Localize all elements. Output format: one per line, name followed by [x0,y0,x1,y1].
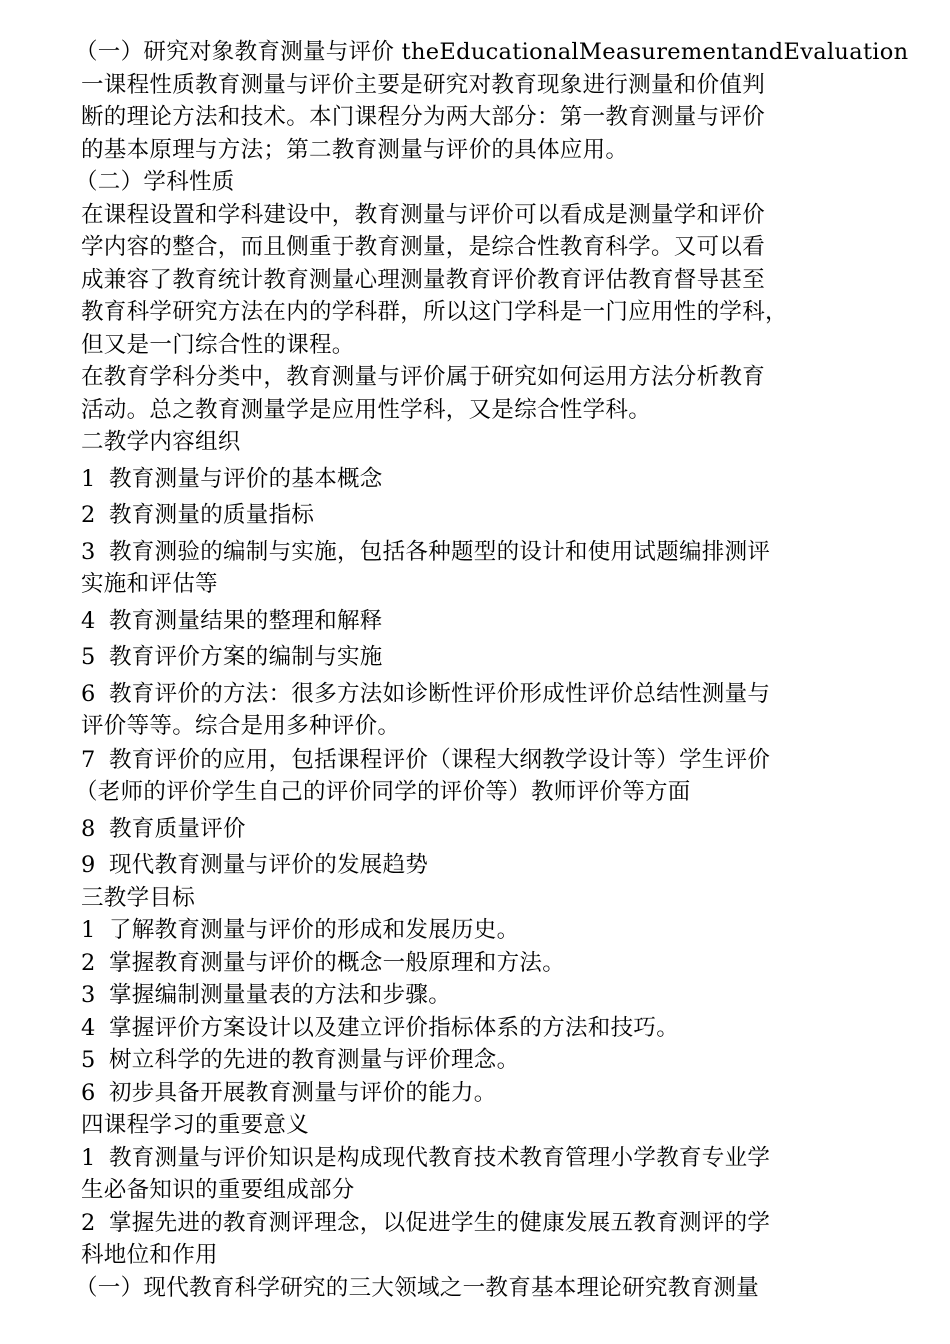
text-line [81,134,881,167]
text-line [75,166,881,199]
list-number: 4 [81,1014,96,1041]
list-item-line [81,979,881,1012]
text-line [81,882,881,915]
list-item-line [81,947,881,980]
list-item-line [81,1044,881,1077]
list-number: 5 [81,1047,96,1073]
text-line [81,568,881,601]
text-line [75,36,909,69]
line-text: 教育测验的编制与实施，包括各种题型的设计和使用试题编排测评 [109,538,771,565]
line-text: 树立科学的先进的教育测量与评价理念。 [109,1047,520,1073]
line-text: （一）现代教育科学研究的三大领域之一教育基本理论研究教育测量 [75,1274,760,1301]
text-line [81,1174,881,1207]
document-page [75,36,909,1304]
list-item-line [81,641,881,674]
list-number: 6 [81,680,96,707]
text-line [81,69,881,102]
list-item-line [81,744,881,777]
line-text: 在教育学科分类中，教育测量与评价属于研究如何运用方法分析教育 [81,364,766,390]
line-text: 一课程性质教育测量与评价主要是研究对教育现象进行测量和价值判 [81,71,766,98]
list-item-line [81,499,881,532]
line-text: 断的理论方法和技术。本门课程分为两大部分：第一教育测量与评价 [81,104,766,130]
text-line [81,426,881,459]
line-text: 二教学内容组织 [81,429,241,455]
line-text: 教育评价的方法：很多方法如诊断性评价形成性评价总结性测量与 [109,680,771,707]
text-line [81,296,881,329]
list-number: 2 [81,502,96,528]
line-text: 掌握评价方案设计以及建立评价指标体系的方法和技巧。 [109,1014,680,1041]
line-text: 学内容的整合，而且侧重于教育测量，是综合性教育科学。又可以看 [81,234,766,260]
line-text: 掌握教育测量与评价的概念一般原理和方法。 [109,949,566,976]
list-number: 2 [81,1209,96,1236]
line-text: 教育测量的质量指标 [109,502,315,528]
list-number: 7 [81,746,96,773]
line-text: 科地位和作用 [81,1242,218,1268]
list-item-line [81,463,881,496]
line-text: 教育科学研究方法在内的学科群，所以这门学科是一门应用性的学科， [81,299,788,325]
list-number: 3 [81,538,96,565]
line-text: 成兼容了教育统计教育测量心理测量教育评价教育评估教育督导甚至 [81,266,766,293]
text-line [81,231,881,264]
text-line [81,329,881,362]
line-text: 教育评价方案的编制与实施 [109,644,383,670]
line-text: 掌握编制测量量表的方法和步骤。 [109,982,452,1008]
text-line [81,710,881,743]
list-item-line [81,1142,881,1175]
list-item-line [81,1207,881,1240]
list-item-line [81,813,881,846]
line-text: 实施和评估等 [81,571,218,597]
line-text: （一）研究对象教育测量与评价 theEducationalMeasurementandEvaluation [75,39,909,65]
line-text: 的基本原理与方法；第二教育测量与评价的具体应用。 [81,136,629,163]
list-number: 2 [81,949,96,976]
line-text: 但又是一门综合性的课程。 [81,331,355,358]
line-text: 教育测量结果的整理和解释 [109,607,383,634]
list-number: 4 [81,607,96,634]
text-line [75,1272,881,1305]
line-text: 评价等等。综合是用多种评价。 [81,713,401,739]
line-text: 在课程设置和学科建设中，教育测量与评价可以看成是测量学和评价 [81,201,766,228]
line-text: 活动。总之教育测量学是应用性学科，又是综合性学科。 [81,396,652,423]
list-item-line [81,849,881,882]
text-line [81,264,881,297]
list-item-line [81,1077,881,1110]
text-line [81,394,881,427]
list-number: 8 [81,815,96,842]
list-item-line [81,536,881,569]
text-line [81,361,881,394]
list-number: 1 [81,465,96,492]
line-text: （老师的评价学生自己的评价同学的评价等）教师评价等方面 [75,779,691,805]
list-number: 6 [81,1079,96,1106]
list-item-line [81,1012,881,1045]
line-text: 现代教育测量与评价的发展趋势 [109,852,429,878]
text-line [81,101,881,134]
line-text: 三教学目标 [81,884,196,911]
list-number: 5 [81,644,96,670]
line-text: 教育质量评价 [109,815,246,842]
text-line [75,776,881,809]
line-text: 了解教育测量与评价的形成和发展历史。 [109,917,520,943]
list-item-line [81,605,881,638]
line-text: 教育测量与评价知识是构成现代教育技术教育管理小学教育专业学 [109,1144,771,1171]
list-number: 3 [81,982,96,1008]
text-line [81,1239,881,1272]
line-text: （二）学科性质 [75,169,235,195]
list-number: 9 [81,852,96,878]
line-text: 教育评价的应用，包括课程评价（课程大纲教学设计等）学生评价 [109,746,771,773]
text-line [81,1109,881,1142]
list-number: 1 [81,1144,96,1171]
line-text: 四课程学习的重要意义 [81,1112,310,1138]
line-text: 生必备知识的重要组成部分 [81,1177,355,1203]
list-item-line [81,914,881,947]
line-text: 教育测量与评价的基本概念 [109,465,383,492]
text-line [81,199,881,232]
line-text: 掌握先进的教育测评理念，以促进学生的健康发展五教育测评的学 [109,1209,771,1236]
list-item-line [81,678,881,711]
line-text: 初步具备开展教育测量与评价的能力。 [109,1079,497,1106]
list-number: 1 [81,917,96,943]
